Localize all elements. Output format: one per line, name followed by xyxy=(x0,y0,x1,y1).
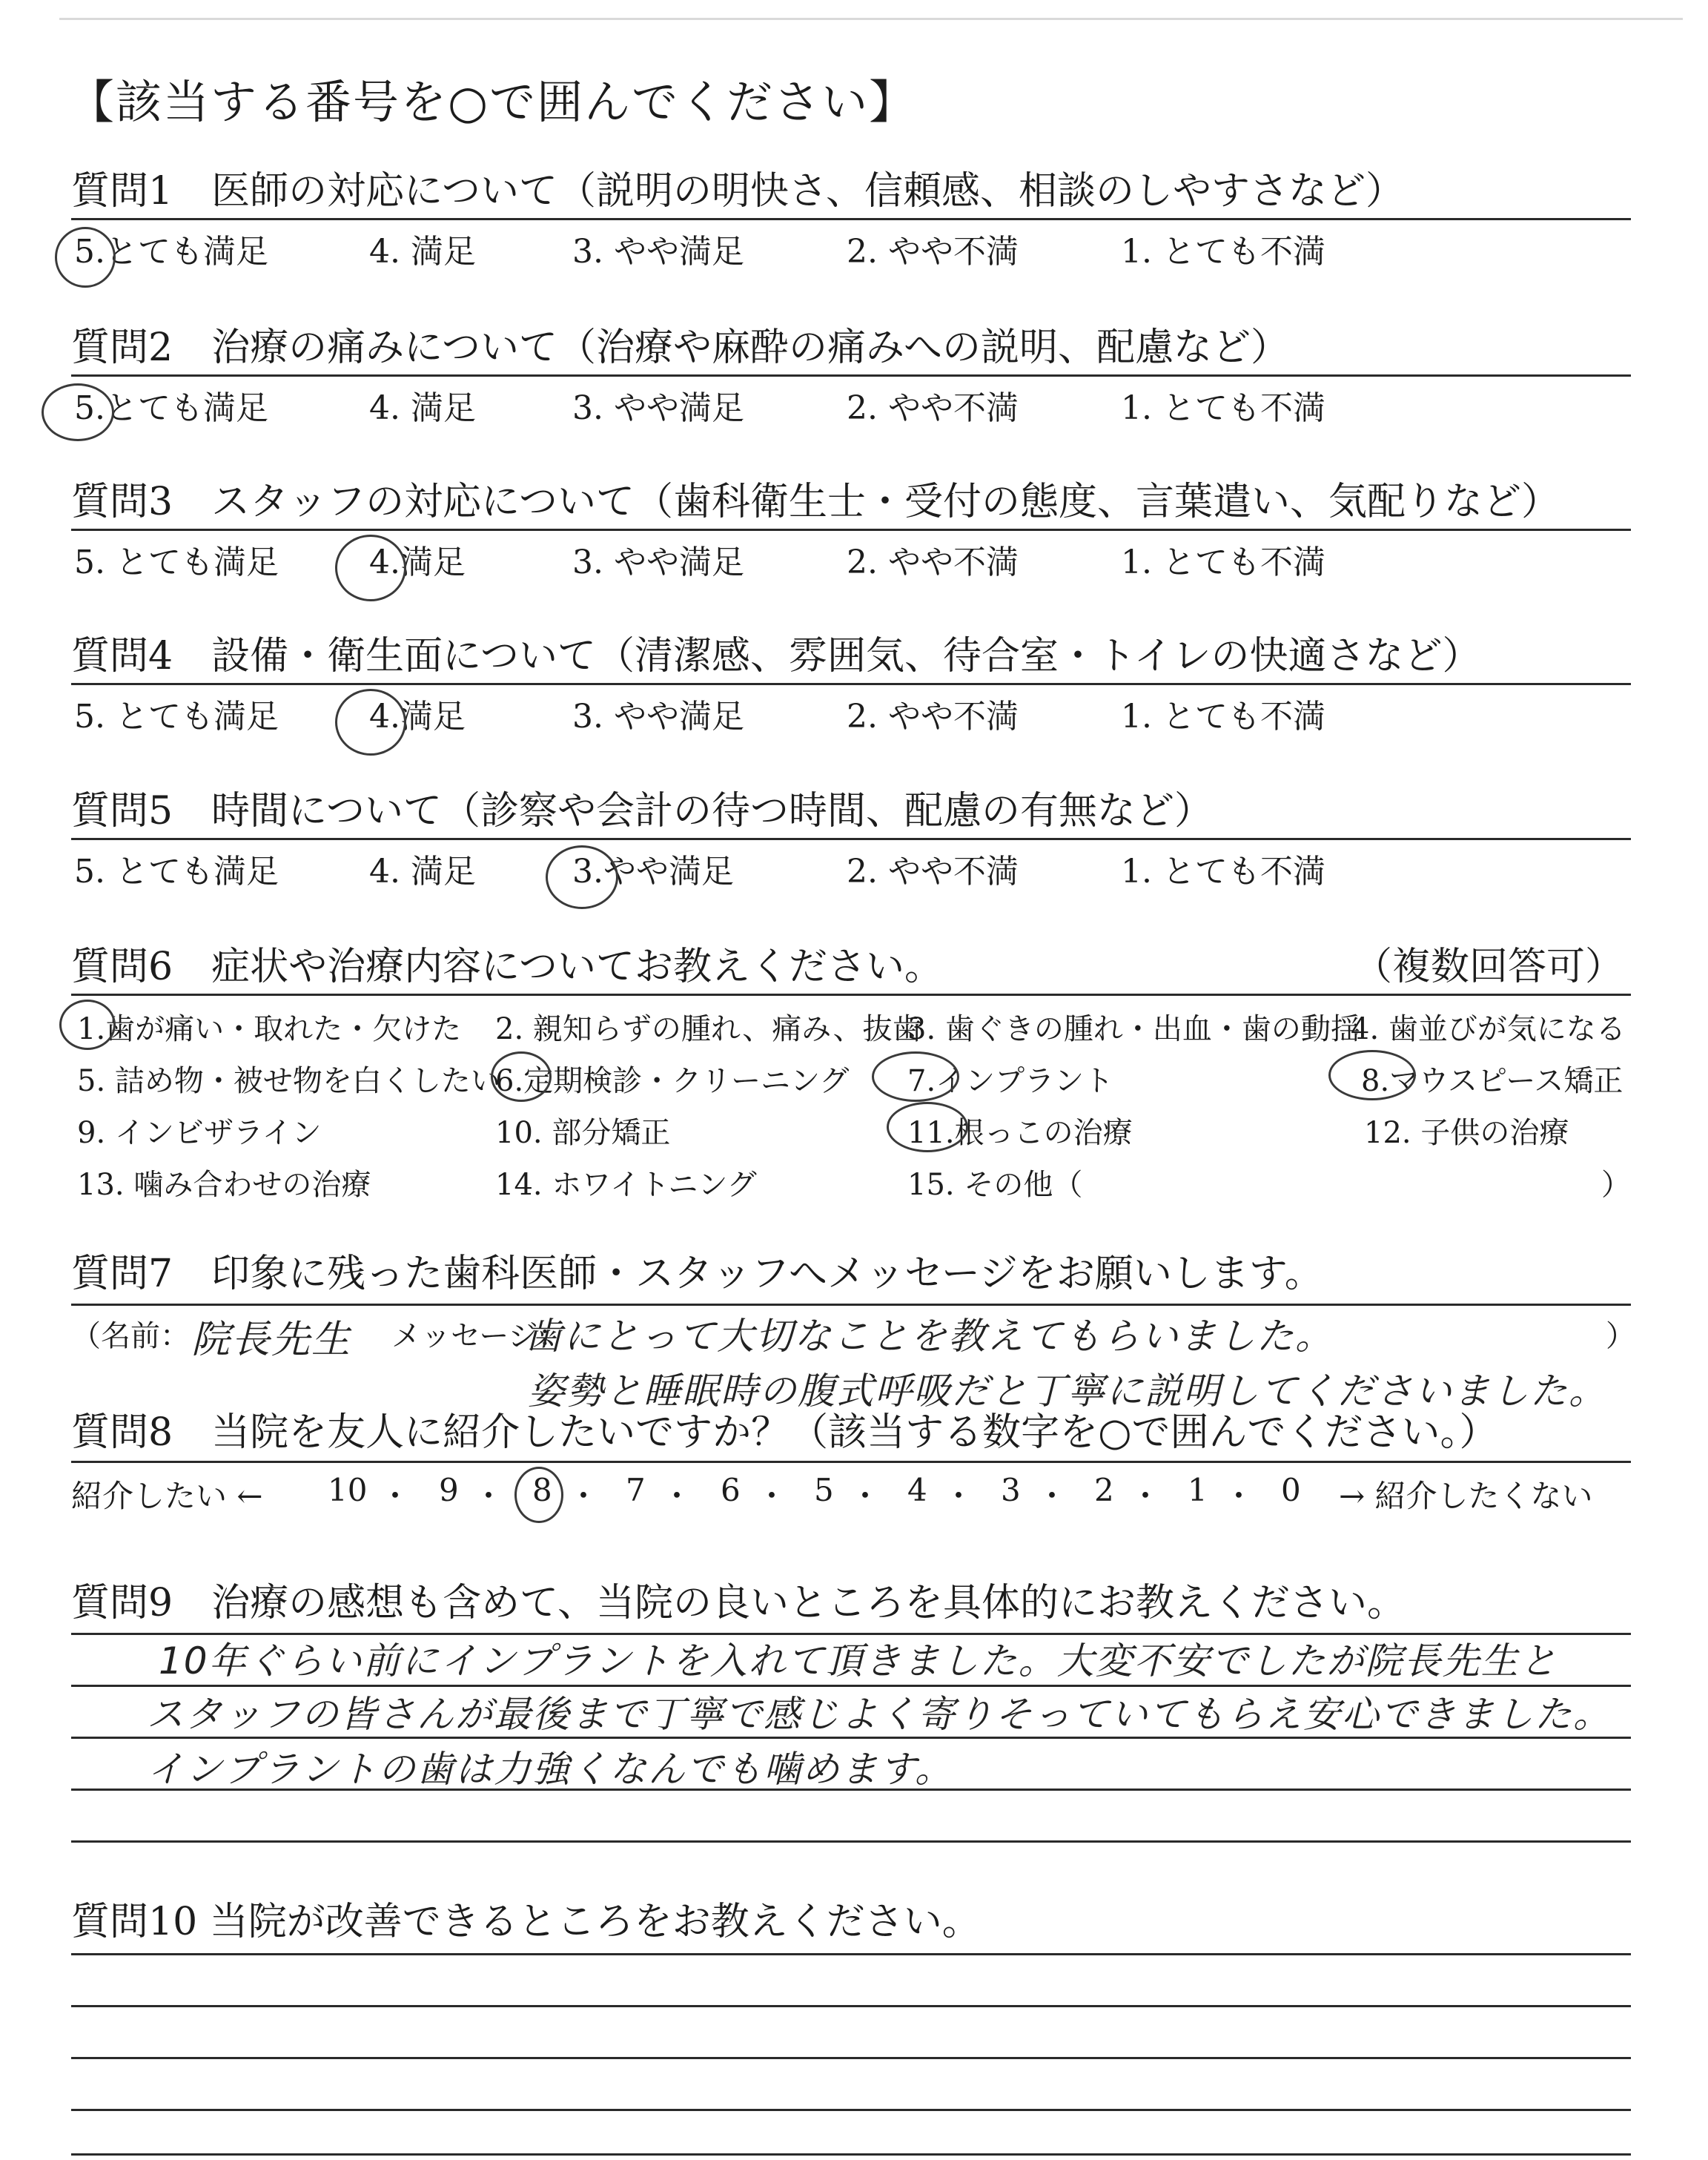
question-6 xyxy=(71,943,1631,991)
q3-option-3[interactable]: 3. やや満足 xyxy=(572,544,744,581)
question-8-title: 質問8 当院を友人に紹介したいですか？（該当する数字を○で囲んでください。） xyxy=(71,1410,1498,1455)
q4-option-2[interactable]: 2. やや不満 xyxy=(847,698,1019,736)
q8-separator: ・ xyxy=(568,1478,600,1514)
question-3-title: 質問3 スタッフの対応について（歯科衛生士・受付の態度、言葉遣い、気配りなど） xyxy=(71,480,1560,524)
q9-answer-line xyxy=(71,1840,1631,1843)
q6-option-11[interactable]: 11.根っこの治療 xyxy=(907,1116,1133,1150)
q4-option-3[interactable]: 3. やや満足 xyxy=(572,698,744,736)
q7-name-label: （名前： xyxy=(71,1319,190,1353)
q1-selection-circle xyxy=(55,227,116,288)
q4-option-4[interactable]: 4.満足 xyxy=(369,698,466,736)
q9-answer-line-2[interactable]: スタッフの皆さんが最後まで丁寧で感じよく寄りそっていてもらえ安心できました。 xyxy=(147,1693,1612,1736)
q4-option-1[interactable]: 1. とても不満 xyxy=(1121,698,1325,736)
q5-option-2[interactable]: 2. やや不満 xyxy=(847,853,1019,891)
q5-option-3[interactable]: 3.やや満足 xyxy=(572,853,734,891)
q2-option-3[interactable]: 3. やや満足 xyxy=(572,389,744,427)
q6-option-8[interactable]: 8.マウスピース矯正 xyxy=(1361,1064,1623,1098)
q1-option-1[interactable]: 1. とても不満 xyxy=(1121,233,1325,271)
q7-message-label: メッセージ： xyxy=(391,1319,568,1353)
q8-right-label: → 紹介したくない xyxy=(1339,1478,1593,1514)
q6-selection-circle-8 xyxy=(1328,1050,1416,1100)
q10-answer-line xyxy=(71,2153,1631,2156)
q8-separator: ・ xyxy=(1130,1478,1162,1514)
q8-left-label: 紹介したい ← xyxy=(71,1478,263,1514)
q6-option-15-close: ） xyxy=(1601,1168,1631,1202)
q5-selection-circle xyxy=(546,845,618,909)
q8-separator: ・ xyxy=(473,1478,505,1514)
q7-name-value[interactable]: 院長先生 xyxy=(191,1318,352,1362)
question-5 xyxy=(71,787,1631,891)
q2-option-4[interactable]: 4. 満足 xyxy=(369,389,476,427)
q6-option-14[interactable]: 14. ホワイトニング xyxy=(495,1168,757,1202)
q1-option-2[interactable]: 2. やや不満 xyxy=(847,233,1019,271)
q8-value-6[interactable]: 6 xyxy=(721,1472,741,1508)
q4-selection-circle xyxy=(335,689,406,756)
q7-close-paren: ） xyxy=(1606,1319,1635,1353)
question-5-rule xyxy=(71,838,1631,840)
question-1-rule xyxy=(71,218,1631,220)
q6-option-10[interactable]: 10. 部分矯正 xyxy=(495,1116,671,1150)
q6-selection-circle-7 xyxy=(872,1051,959,1102)
q2-selection-circle xyxy=(42,383,114,441)
q1-option-4[interactable]: 4. 満足 xyxy=(369,233,476,271)
question-7 xyxy=(71,1250,1631,1298)
q6-option-15[interactable]: 15. その他（ xyxy=(907,1168,1083,1202)
q8-value-9[interactable]: 9 xyxy=(439,1472,459,1508)
q6-option-7[interactable]: 7.インプラント xyxy=(907,1064,1114,1098)
q6-selection-circle-6 xyxy=(491,1051,552,1102)
q3-selection-circle xyxy=(335,535,406,601)
q2-option-2[interactable]: 2. やや不満 xyxy=(847,389,1019,427)
question-10 xyxy=(71,1898,1631,1946)
q6-option-4[interactable]: 4. 歯並びが気になる xyxy=(1351,1012,1626,1046)
q6-option-5[interactable]: 5. 詰め物・被せ物を白くしたい xyxy=(77,1064,500,1098)
q8-separator: ・ xyxy=(850,1478,881,1514)
q2-option-1[interactable]: 1. とても不満 xyxy=(1121,389,1325,427)
q8-separator: ・ xyxy=(1036,1478,1068,1514)
q6-option-13[interactable]: 13. 噛み合わせの治療 xyxy=(77,1168,371,1202)
q5-option-1[interactable]: 1. とても不満 xyxy=(1121,853,1325,891)
q7-message-line-2[interactable]: 姿勢と睡眠時の腹式呼吸だと丁寧に説明してくださいました。 xyxy=(528,1370,1607,1413)
q5-option-5[interactable]: 5. とても満足 xyxy=(74,853,279,891)
q6-option-6[interactable]: 6.定期検診・クリーニング xyxy=(495,1064,850,1098)
question-9 xyxy=(71,1579,1631,1627)
q10-answer-line xyxy=(71,2057,1631,2059)
q6-option-12[interactable]: 12. 子供の治療 xyxy=(1364,1116,1569,1150)
q1-option-3[interactable]: 3. やや満足 xyxy=(572,233,744,271)
question-2-rule xyxy=(71,374,1631,377)
q8-separator: ・ xyxy=(1223,1478,1255,1514)
q2-option-5[interactable]: 5.とても満足 xyxy=(74,389,268,427)
q8-selection-circle xyxy=(514,1467,563,1523)
question-4-title: 質問4 設備・衛生面について（清潔感、雰囲気、待合室・トイレの快適さなど） xyxy=(71,634,1481,678)
q8-value-3[interactable]: 3 xyxy=(1001,1472,1021,1508)
question-6-title: 質問6 症状や治療内容についてお教えください。 xyxy=(71,945,944,989)
q9-answer-line-1[interactable]: 10年ぐらい前にインプラントを入れて頂きました。大変不安でしたが院長先生と xyxy=(159,1639,1558,1682)
question-8 xyxy=(71,1409,1631,1456)
q10-answer-line xyxy=(71,2005,1631,2007)
q8-value-1[interactable]: 1 xyxy=(1188,1472,1208,1508)
q6-option-1[interactable]: 1.歯が痛い・取れた・欠けた xyxy=(77,1012,462,1046)
question-5-title: 質問5 時間について（診察や会計の待つ時間、配慮の有無など） xyxy=(71,789,1214,833)
question-2-title: 質問2 治療の痛みについて（治療や麻酔の痛みへの説明、配慮など） xyxy=(71,326,1290,370)
q6-selection-circle-1 xyxy=(59,1000,116,1050)
q6-option-2[interactable]: 2. 親知らずの腫れ、痛み、抜歯 xyxy=(495,1012,922,1046)
question-3 xyxy=(71,478,1631,581)
q4-option-5[interactable]: 5. とても満足 xyxy=(74,698,279,736)
q8-value-8[interactable]: 8 xyxy=(532,1472,552,1508)
q8-value-4[interactable]: 4 xyxy=(907,1472,927,1508)
q9-answer-line-3[interactable]: インプラントの歯は力強くなんでも噛めます。 xyxy=(147,1748,953,1791)
question-6-note: （複数回答可） xyxy=(1353,945,1623,989)
question-6-rule xyxy=(71,994,1631,996)
question-7-rule xyxy=(71,1304,1631,1306)
q5-option-4[interactable]: 4. 満足 xyxy=(369,853,476,891)
q6-option-9[interactable]: 9. インビザライン xyxy=(77,1116,322,1150)
q6-option-3[interactable]: 3. 歯ぐきの腫れ・出血・歯の動揺 xyxy=(907,1012,1360,1046)
q8-separator: ・ xyxy=(943,1478,975,1514)
q8-separator: ・ xyxy=(380,1478,411,1514)
q8-value-0[interactable]: 0 xyxy=(1281,1472,1301,1508)
q3-option-1[interactable]: 1. とても不満 xyxy=(1121,544,1325,581)
question-4 xyxy=(71,633,1631,736)
q6-selection-circle-11 xyxy=(887,1102,968,1152)
q10-answer-line xyxy=(71,2109,1631,2111)
question-10-title: 質問10 当院が改善できるところをお教えください。 xyxy=(71,1900,981,1944)
q1-option-5[interactable]: 5.とても満足 xyxy=(74,233,268,271)
q3-option-4[interactable]: 4.満足 xyxy=(369,544,466,581)
page-header: 【該当する番号を○で囲んでください】 xyxy=(68,75,917,129)
q7-message-line-1[interactable]: 歯にとって大切なことを教えてもらいました。 xyxy=(525,1315,1334,1358)
question-3-rule xyxy=(71,529,1631,531)
q3-option-5[interactable]: 5. とても満足 xyxy=(74,544,279,581)
question-9-title: 質問9 治療の感想も含めて、当院の良いところを具体的にお教えください。 xyxy=(71,1581,1406,1625)
q8-separator: ・ xyxy=(756,1478,788,1514)
question-7-title: 質問7 印象に残った歯科医師・スタッフへメッセージをお願いします。 xyxy=(71,1252,1323,1296)
q8-value-5[interactable]: 5 xyxy=(814,1472,834,1508)
q8-value-7[interactable]: 7 xyxy=(626,1472,646,1508)
question-4-rule xyxy=(71,683,1631,685)
q8-value-2[interactable]: 2 xyxy=(1094,1472,1114,1508)
question-8-rule xyxy=(71,1461,1631,1463)
top-border xyxy=(59,18,1683,20)
q3-option-2[interactable]: 2. やや不満 xyxy=(847,544,1019,581)
question-1 xyxy=(71,168,1631,271)
q10-answer-line xyxy=(71,1953,1631,1955)
q8-separator: ・ xyxy=(661,1478,693,1514)
question-1-title: 質問1 医師の対応について（説明の明快さ、信頼感、相談のしやすさなど） xyxy=(71,169,1404,214)
question-2 xyxy=(71,324,1631,427)
q8-value-10[interactable]: 10 xyxy=(328,1472,368,1508)
